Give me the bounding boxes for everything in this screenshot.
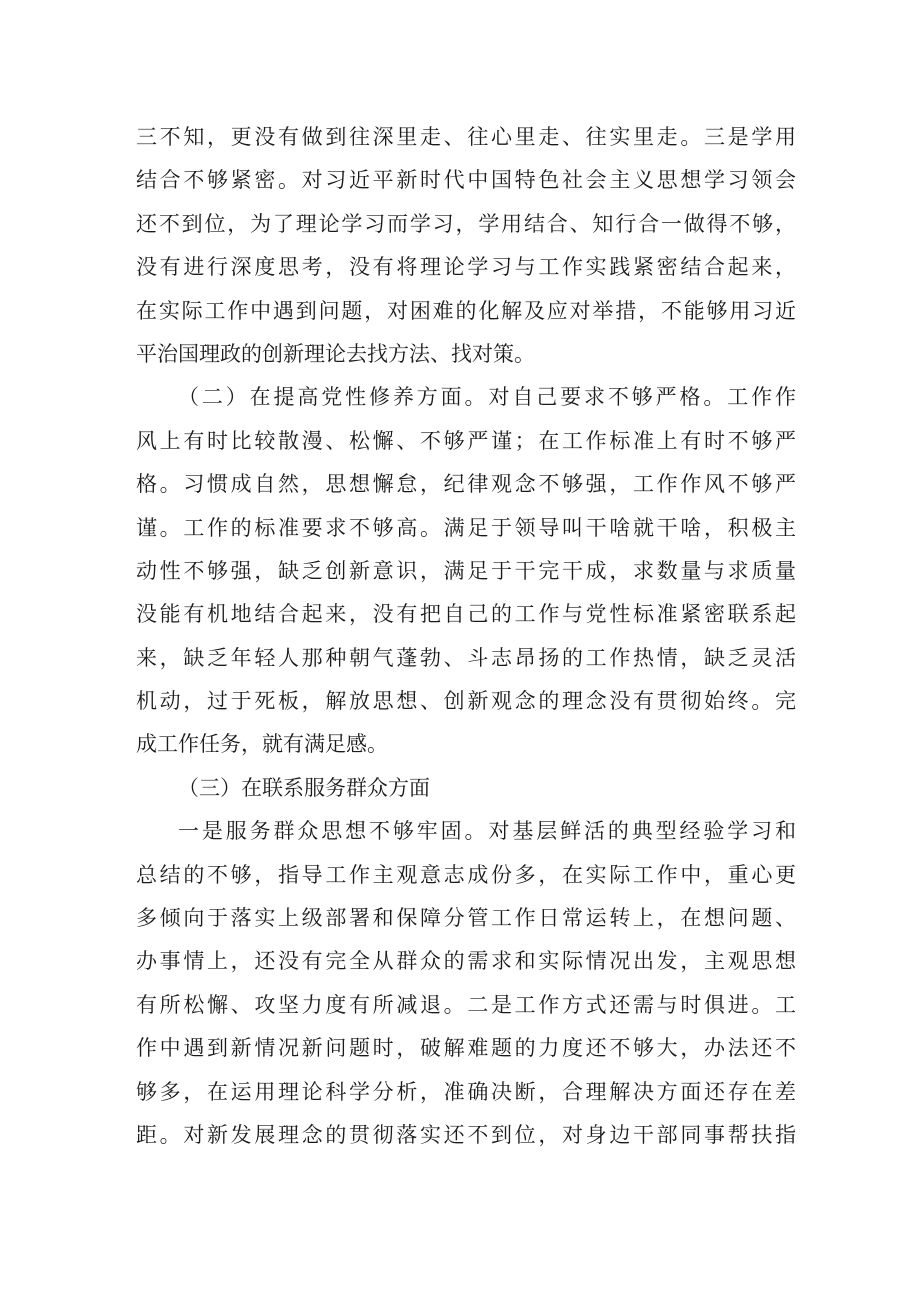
text-line: 谨。工作的标准要求不够高。满足于领导叫干啥就干啥，积极主 — [136, 515, 796, 540]
text-line: 距。对新发展理念的贯彻落实还不到位，对身边干部同事帮扶指 — [136, 1122, 796, 1147]
text-line: 三不知，更没有做到往深里走、往心里走、往实里走。三是学用 — [136, 125, 796, 149]
text-line: 够多，在运用理论科学分析，准确决断，合理解决方面还存在差 — [136, 1079, 796, 1104]
text-line: 风上有时比较散漫、松懈、不够严谨；在工作标准上有时不够严 — [136, 428, 796, 453]
text-line: 还不到位，为了理论学习而学习，学用结合、知行合一做得不够， — [136, 211, 796, 236]
text-line: （三）在联系服务群众方面 — [178, 775, 430, 800]
text-line: 来，缺乏年轻人那种朝气蓬勃、斗志昂扬的工作热情，缺乏灵活 — [136, 645, 796, 670]
text-line: （二）在提高党性修养方面。对自己要求不够严格。工作作 — [178, 385, 796, 410]
document-body — [136, 116, 796, 1157]
text-line: 有所松懈、攻坚力度有所减退。二是工作方式还需与时俱进。工 — [136, 992, 796, 1017]
text-line: 结合不够紧密。对习近平新时代中国特色社会主义思想学习领会 — [136, 168, 796, 193]
text-line: 没有进行深度思考，没有将理论学习与工作实践紧密结合起来， — [136, 255, 796, 280]
text-line: 机动，过于死板，解放思想、创新观念的理念没有贯彻始终。完 — [136, 689, 796, 714]
text-line: 一是服务群众思想不够牢固。对基层鲜活的典型经验学习和 — [178, 819, 796, 844]
text-line: 总结的不够，指导工作主观意志成份多，在实际工作中，重心更 — [136, 862, 796, 887]
text-line: 动性不够强，缺乏创新意识，满足于干完干成，求数量与求质量 — [136, 558, 796, 583]
text-line: 办事情上，还没有完全从群众的需求和实际情况出发，主观思想 — [136, 949, 796, 974]
text-line: 格。习惯成自然，思想懈怠，纪律观念不够强，工作作风不够严 — [136, 472, 796, 497]
text-line: 成工作任务，就有满足感。 — [136, 732, 388, 757]
text-line: 多倾向于落实上级部署和保障分管工作日常运转上，在想问题、 — [136, 906, 796, 931]
text-line: 没能有机地结合起来，没有把自己的工作与党性标准紧密联系起 — [136, 602, 796, 627]
text-line: 平治国理政的创新理论去找方法、找对策。 — [136, 341, 535, 366]
text-line: 作中遇到新情况新问题时，破解难题的力度还不够大，办法还不 — [136, 1036, 796, 1061]
text-line: 在实际工作中遇到问题，对困难的化解及应对举措，不能够用习近 — [136, 298, 796, 323]
